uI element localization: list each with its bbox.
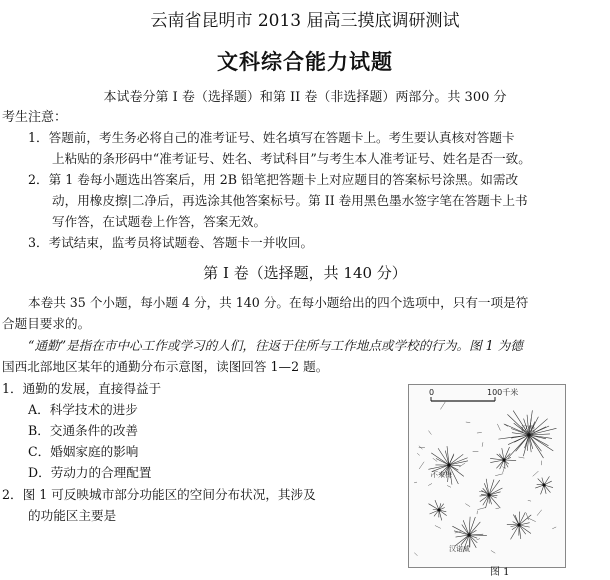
commuting-flow-line [482,442,483,446]
commuting-flow-line [528,518,536,522]
commuting-flow-line [484,483,489,495]
commuting-flow-line [491,550,495,553]
section-1-heading: 第 I 卷（选择题，共 140 分） [203,264,407,282]
commuting-map [409,385,565,567]
commuting-flow-line [519,512,525,525]
commuting-hub-dot [517,523,520,526]
commuting-flow-line [552,527,556,529]
commuting-flow-line [466,422,470,423]
commuting-flow-line [419,462,424,469]
scale-zero-label: 0 [429,388,435,397]
commuting-map-figure [408,384,566,568]
commuting-hub-dot [487,493,490,496]
city-label-bremen: 不来梅 [431,471,452,479]
commuting-flow-line [459,463,465,467]
commuting-flow-line [440,402,445,410]
section-1-intro-line-1: 本卷共 35 个小题，每小题 4 分，共 140 分。在每小题给出的四个选项中，只有一项是符 [28,295,529,310]
commuting-flow-line [518,457,524,458]
commuting-flow-line [533,471,539,476]
commuting-flow-line [519,512,520,525]
commuting-flow-line [495,474,503,476]
commuting-flow-line [414,553,417,556]
commuting-flow-line [477,539,480,540]
commuting-flow-line [469,534,483,535]
commuting-flow-line [503,465,506,473]
commuting-flow-line [528,500,531,501]
notice-item-1-line-1: 1．答题前，考生务必将自己的准考证号、姓名填写在答题卡上。考生要认真核对答题卡 [28,130,515,145]
notice-item-3-line-1: 3．考试结束，监考员将试题卷、答题卡一并收回。 [28,235,314,250]
passage-line-1: “通勤”是指在市中心工作或学习的人们，往返于住所与工作地点或学校的行为。图 1 为德 [28,338,523,353]
commuting-flow-line [465,504,470,507]
commuting-flow-line [478,508,486,510]
commuting-flow-line [511,525,519,539]
commuting-hub-dot [447,463,450,466]
commuting-flow-line [428,431,431,435]
commuting-flow-line [477,432,482,433]
question-1-option-b: B．交通条件的改善 [28,423,139,438]
passage-line-2: 国西北部地区某年的通勤分布示意图，读图回答 1—2 题。 [2,359,329,374]
commuting-flow-line [497,424,500,431]
question-2-stem-line-2: 的功能区主要是 [28,508,117,523]
commuting-hub-dot [502,458,505,461]
question-1-stem: 1．通勤的发展，直接得益于 [2,381,162,396]
commuting-hub-dot [437,508,440,511]
commuting-flow-line [428,483,432,485]
commuting-flow-line [417,453,420,455]
commuting-flow-line [452,526,469,535]
notice-item-1-line-2: 上粘贴的条形码中“准考证号、姓名、考试科目”与考生本人准考证号、姓名是否一致。 [52,151,531,166]
city-label-hamburg: 汉堡 [521,425,535,433]
commuting-flow-line [537,510,542,516]
commuting-flow-line [469,522,480,535]
commuting-flow-line [447,485,451,487]
notice-item-2-line-1: 2．第 1 卷每小题选出答案后，用 2B 铅笔把答题卡上对应题目的答案标号涂黑。如需改 [28,172,519,187]
exam-subject: 文科综合能力试题 [217,49,393,74]
commuting-hub-dot [527,433,530,436]
city-label-hannover: 汉诺威 [449,545,470,553]
exam-title: 云南省昆明市 2013 届高三摸底调研测试 [150,11,460,31]
scale-distance-label: 100千米 [487,388,519,397]
exam-intro: 本试卷分第 I 卷（选择题）和第 II 卷（非选择题）两部分。共 300 分 [103,90,507,105]
question-1-option-a: A．科学技术的进步 [28,402,138,417]
commuting-hub-dot [542,483,545,486]
question-1-option-c: C．婚姻家庭的影响 [28,444,139,459]
commuting-flow-line [483,495,489,505]
commuting-hub-dot [467,533,470,536]
question-2-stem-line-1: 2．图 1 可反映城市部分功能区的空间分布状况，其涉及 [2,487,316,502]
commuting-flow-line [435,526,441,529]
notice-heading: 考生注意： [2,110,68,125]
notice-item-2-line-2: 动，用橡皮擦|二净后，再选涂其他答案标号。第 II 卷用黑色墨水签字笔在答题卡上书 [52,193,528,208]
section-1-intro-line-2: 合题目要求的。 [2,316,91,331]
figure-caption: 图 1 [490,567,510,578]
question-1-option-d: D．劳动力的合理配置 [28,465,152,480]
commuting-flow-line [529,435,543,458]
commuting-flow-line [507,524,519,525]
notice-item-2-line-3: 写作答，在试题卷上作答，答案无效。 [52,214,267,229]
commuting-flow-line [414,482,417,483]
